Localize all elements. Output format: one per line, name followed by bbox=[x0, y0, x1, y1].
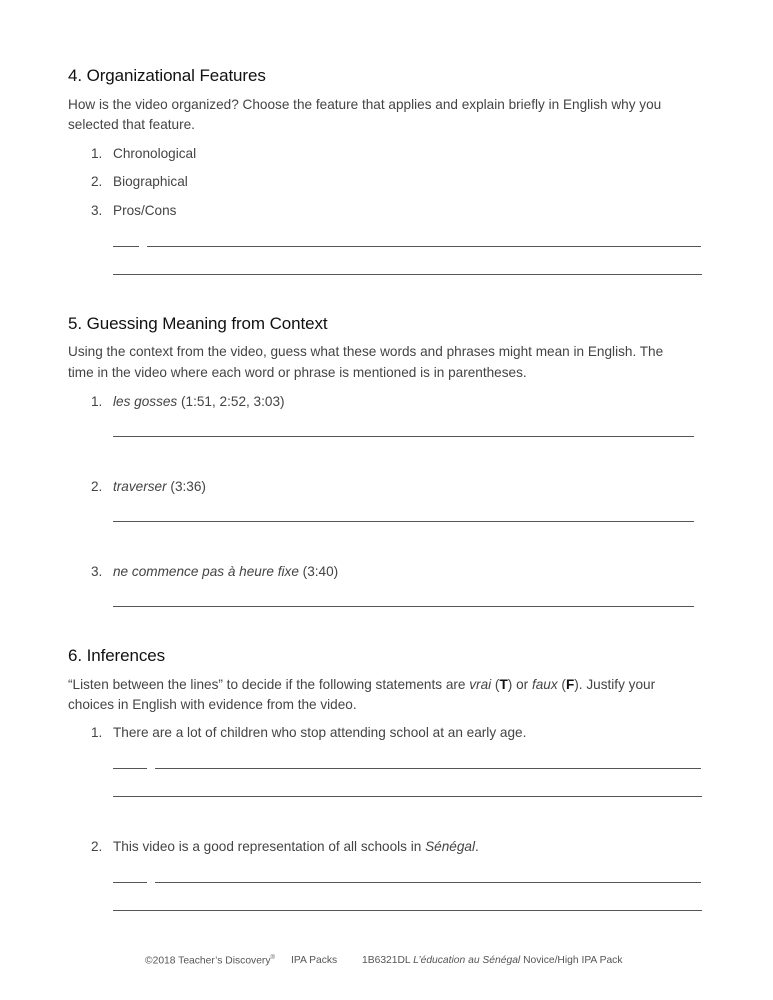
vocab-term: les gosses bbox=[113, 394, 178, 409]
option-pros-cons: Pros/Cons bbox=[113, 203, 177, 218]
section-5-heading: 5. Guessing Meaning from Context bbox=[68, 314, 328, 333]
item-number: 2. bbox=[91, 479, 103, 494]
section-6-heading: 6. Inferences bbox=[68, 646, 165, 665]
footer-copyright bbox=[145, 955, 275, 966]
item-number: 2. bbox=[91, 839, 103, 854]
vocab-time: (3:36) bbox=[166, 479, 206, 494]
vocab-term: traverser bbox=[113, 479, 167, 494]
section-4-heading: 4. Organizational Features bbox=[68, 66, 266, 85]
instr-text: ( bbox=[557, 677, 566, 692]
statement-end: . bbox=[474, 839, 479, 854]
option-number: 3. bbox=[91, 203, 103, 218]
instr-text: ). Justify your bbox=[574, 677, 656, 692]
vrai-term: vrai bbox=[469, 677, 492, 692]
option-number: 1. bbox=[91, 146, 103, 161]
answer-line[interactable] bbox=[155, 768, 701, 769]
answer-line[interactable] bbox=[113, 274, 702, 275]
vocab-time: (3:40) bbox=[298, 564, 339, 579]
option-biographical: Biographical bbox=[113, 174, 188, 189]
section-5-instructions-line-1: Using the context from the video, guess what these words and phrases might mean in English. The bbox=[68, 344, 664, 359]
vocab-item-heure-fixe bbox=[113, 564, 338, 579]
true-letter: T bbox=[499, 677, 508, 692]
section-5-instructions-line-2: time in the video where each word or phrase is mentioned is in parentheses. bbox=[68, 365, 527, 380]
instr-text: ( bbox=[491, 677, 500, 692]
product-code: 1B6321DL bbox=[362, 955, 414, 966]
vocab-item-les-gosses bbox=[113, 394, 285, 409]
instr-text: “Listen between the lines” to decide if the following statements are bbox=[68, 677, 470, 692]
footer-product bbox=[362, 955, 622, 966]
item-number: 3. bbox=[91, 564, 103, 579]
answer-line[interactable] bbox=[113, 796, 702, 797]
instr-text: ) or bbox=[507, 677, 532, 692]
vocab-item-traverser bbox=[113, 479, 206, 494]
faux-term: faux bbox=[531, 677, 558, 692]
choice-blank[interactable] bbox=[113, 246, 139, 247]
vocab-term: ne commence pas à heure fixe bbox=[113, 564, 299, 579]
item-number: 1. bbox=[91, 394, 103, 409]
statement-text: There are a lot of children who stop attending school at an early age. bbox=[113, 725, 527, 740]
statement-2 bbox=[113, 839, 479, 854]
registered-mark: ® bbox=[270, 955, 275, 961]
item-number: 1. bbox=[91, 725, 103, 740]
product-level: Novice/High IPA Pack bbox=[520, 955, 623, 966]
copyright-text: ©2018 Teacher’s Discovery bbox=[145, 955, 271, 967]
section-6-instructions-line-2: choices in English with evidence from the video. bbox=[68, 697, 357, 712]
option-chronological: Chronological bbox=[113, 146, 197, 161]
tf-blank[interactable] bbox=[113, 882, 147, 883]
section-4-instructions-line-1: How is the video organized? Choose the feature that applies and explain briefly in English why you bbox=[68, 97, 662, 112]
statement-text: This video is a good representation of all schools in bbox=[113, 839, 426, 854]
option-number: 2. bbox=[91, 174, 103, 189]
statement-italic: Sénégal bbox=[425, 839, 475, 854]
statement-1 bbox=[113, 725, 526, 740]
answer-line[interactable] bbox=[113, 606, 694, 607]
section-6-instructions-line-1 bbox=[68, 675, 655, 695]
answer-line[interactable] bbox=[155, 882, 701, 883]
product-title: L’éducation au Sénégal bbox=[413, 955, 521, 966]
footer-series: IPA Packs bbox=[291, 955, 338, 966]
answer-line[interactable] bbox=[113, 521, 694, 522]
answer-line[interactable] bbox=[113, 910, 702, 911]
answer-line[interactable] bbox=[113, 436, 694, 437]
vocab-time: (1:51, 2:52, 3:03) bbox=[177, 394, 285, 409]
answer-line[interactable] bbox=[147, 246, 701, 247]
section-4-instructions-line-2: selected that feature. bbox=[68, 117, 195, 132]
false-letter: F bbox=[565, 677, 575, 692]
tf-blank[interactable] bbox=[113, 768, 147, 769]
